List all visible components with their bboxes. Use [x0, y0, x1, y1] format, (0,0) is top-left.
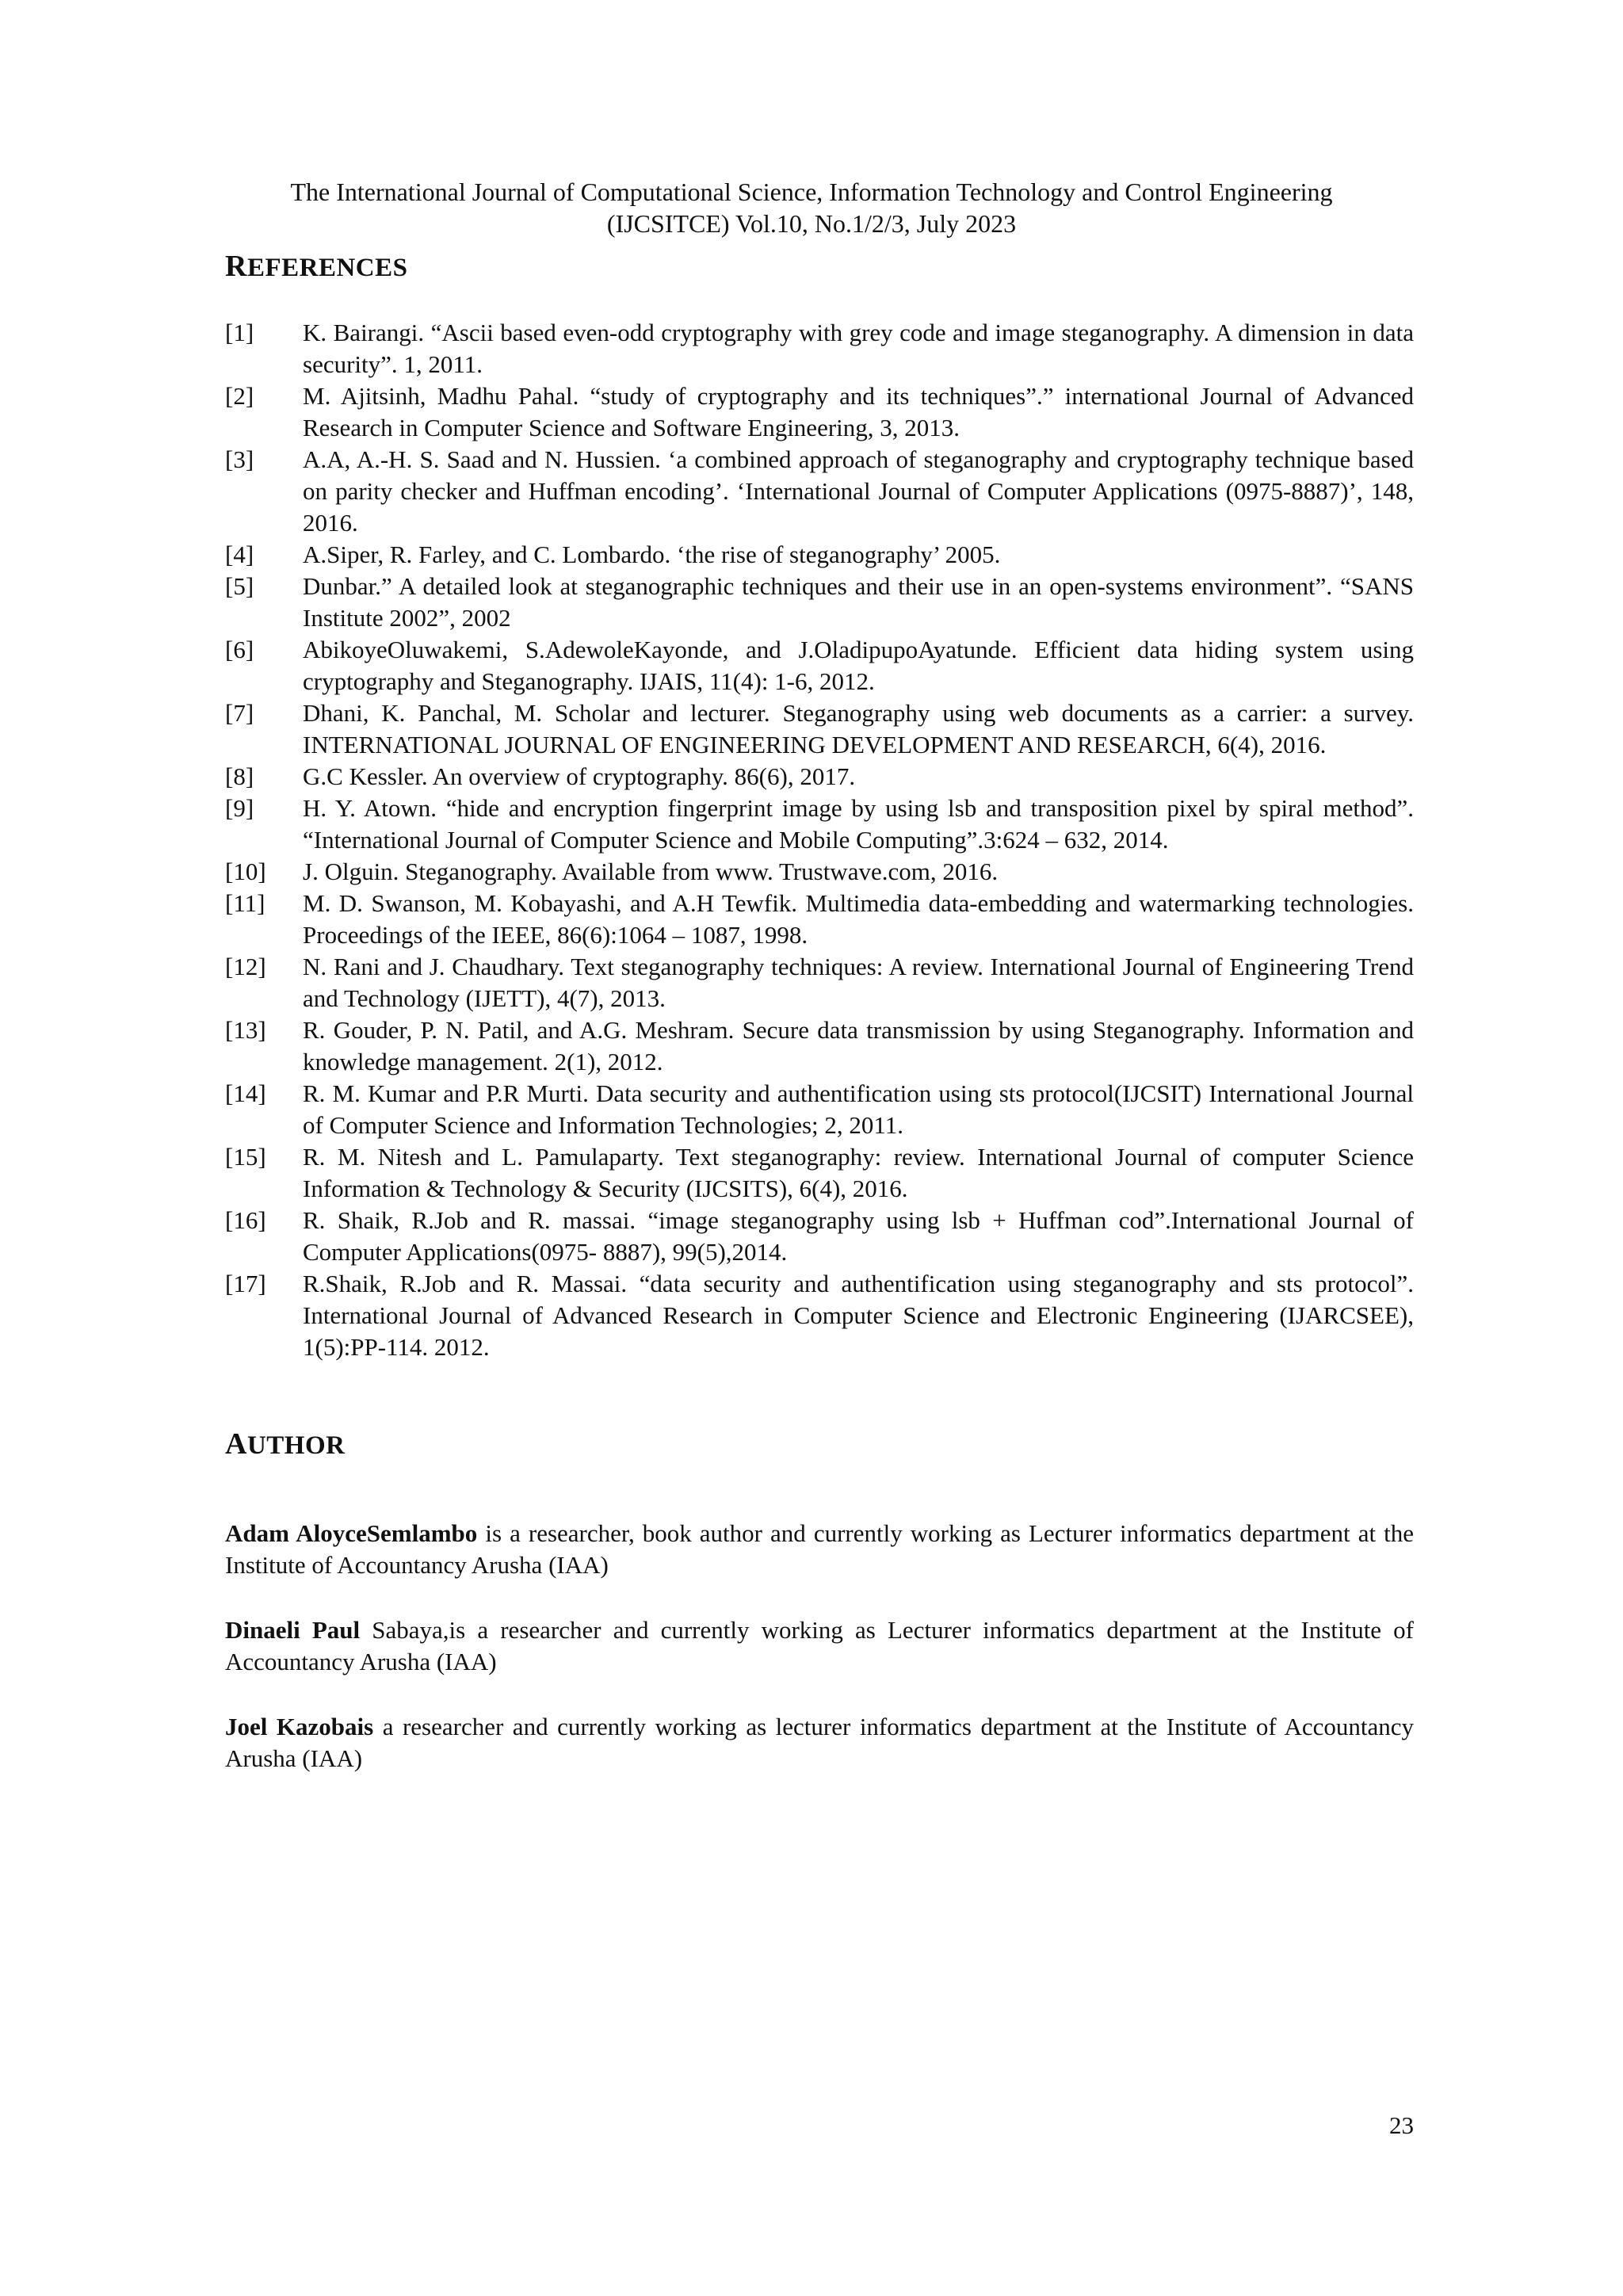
reference-item — [225, 317, 1414, 380]
reference-item — [225, 1268, 1414, 1363]
references-heading — [225, 249, 408, 284]
author-heading-initial: A — [225, 1427, 247, 1461]
reference-item — [225, 951, 1414, 1014]
reference-number: [3] — [225, 445, 254, 473]
reference-text: R. M. Kumar and P.R Murti. Data security and authentification using sts protocol(IJCSIT) International Journal of Computer Science and Information Technologies; 2, 2011. — [303, 1079, 1414, 1139]
reference-number: [13] — [225, 1016, 266, 1044]
author-heading-rest: UTHOR — [246, 1431, 346, 1460]
references-heading-rest: EFERENCES — [246, 254, 408, 282]
reference-number: [7] — [225, 699, 254, 727]
reference-number: [4] — [225, 541, 254, 568]
reference-number: [8] — [225, 762, 254, 790]
reference-number: [12] — [225, 953, 266, 980]
reference-text: N. Rani and J. Chaudhary. Text steganography techniques: A review. International Journal of Engineering Trend and Technology (IJETT), 4(7), 2013. — [303, 953, 1414, 1012]
reference-list — [225, 317, 1414, 1363]
reference-item — [225, 888, 1414, 951]
reference-text: H. Y. Atown. “hide and encryption fingerprint image by using lsb and transposition pixel by spiral method”. “International Journal of Computer Science and Mobile Computing”.3:624 – 632, 2014. — [303, 794, 1414, 854]
author-description: a researcher and currently working as lecturer informatics department at the Institute of Accountancy Arusha (IAA) — [225, 1713, 1414, 1772]
author-heading — [225, 1427, 345, 1461]
reference-item — [225, 380, 1414, 444]
reference-text: K. Bairangi. “Ascii based even-odd cryptography with grey code and image steganography. A dimension in data security”. 1, 2011. — [303, 319, 1414, 378]
reference-number: [1] — [225, 319, 254, 346]
reference-text: G.C Kessler. An overview of cryptography. 86(6), 2017. — [303, 762, 856, 790]
references-heading-initial: R — [225, 250, 247, 283]
reference-number: [9] — [225, 794, 254, 822]
reference-number: [10] — [225, 858, 266, 885]
author-name: Dinaeli Paul — [225, 1616, 361, 1644]
reference-item — [225, 539, 1414, 571]
author-description: is a researcher, book author and currently working as Lecturer informatics department at the Institute of Accountancy Arusha (IAA) — [225, 1519, 1414, 1579]
author-name: Adam AloyceSemlambo — [225, 1519, 478, 1547]
reference-item — [225, 856, 1414, 888]
reference-text: A.A, A.-H. S. Saad and N. Hussien. ‘a combined approach of steganography and cryptography technique based on parity checker and Huffman encoding’. ‘International Journal of Computer Applications (0975-8887)’, 148, 2016. — [303, 445, 1414, 537]
author-bio — [225, 1614, 1414, 1678]
reference-item — [225, 634, 1414, 697]
reference-number: [5] — [225, 572, 254, 600]
reference-item — [225, 1205, 1414, 1268]
reference-number: [17] — [225, 1270, 266, 1297]
reference-text: AbikoyeOluwakemi, S.AdewoleKayonde, and J.OladipupoAyatunde. Efficient data hiding system using cryptography and Steganography. IJAIS, 11(4): 1-6, 2012. — [303, 636, 1414, 695]
reference-text: J. Olguin. Steganography. Available from www. Trustwave.com, 2016. — [303, 858, 999, 885]
reference-text: A.Siper, R. Farley, and C. Lombardo. ‘the rise of steganography’ 2005. — [303, 541, 1001, 568]
reference-text: R. Gouder, P. N. Patil, and A.G. Meshram. Secure data transmission by using Steganography. Information and knowledge management. 2(1), 2012. — [303, 1016, 1414, 1075]
reference-number: [2] — [225, 382, 254, 410]
reference-text: M. Ajitsinh, Madhu Pahal. “study of cryptography and its techniques”.” international Journal of Advanced Research in Computer Science and Software Engineering, 3, 2013. — [303, 382, 1414, 441]
reference-item — [225, 1141, 1414, 1205]
reference-text: R.Shaik, R.Job and R. Massai. “data security and authentification using steganography and sts protocol”. International Journal of Advanced Research in Computer Science and Electronic Engineering (IJARCSEE), 1(5):PP-114. 2012. — [303, 1270, 1414, 1361]
author-bio — [225, 1518, 1414, 1581]
reference-text: R. Shaik, R.Job and R. massai. “image steganography using lsb + Huffman cod”.International Journal of Computer Applications(0975- 8887), 99(5),2014. — [303, 1206, 1414, 1266]
reference-item — [225, 761, 1414, 793]
author-bio — [225, 1711, 1414, 1775]
reference-number: [16] — [225, 1206, 266, 1234]
reference-item — [225, 793, 1414, 856]
reference-item — [225, 571, 1414, 634]
reference-text: Dhani, K. Panchal, M. Scholar and lecturer. Steganography using web documents as a carrier: a survey. INTERNATIONAL JOURNAL OF ENGINEERING DEVELOPMENT AND RESEARCH, 6(4), 2016. — [303, 699, 1414, 758]
reference-number: [14] — [225, 1079, 266, 1107]
reference-number: [15] — [225, 1143, 266, 1171]
reference-number: [11] — [225, 889, 265, 917]
reference-text: R. M. Nitesh and L. Pamulaparty. Text steganography: review. International Journal of computer Science Information & Technology & Security (IJCSITS), 6(4), 2016. — [303, 1143, 1414, 1202]
reference-item — [225, 697, 1414, 761]
page-number: 23 — [1389, 2111, 1414, 2139]
reference-item — [225, 1078, 1414, 1141]
reference-text: M. D. Swanson, M. Kobayashi, and A.H Tewfik. Multimedia data-embedding and watermarking technologies. Proceedings of the IEEE, 86(6):1064 – 1087, 1998. — [303, 889, 1414, 949]
reference-text: Dunbar.” A detailed look at steganographic techniques and their use in an open-systems environment”. “SANS Institute 2002”, 2002 — [303, 572, 1414, 632]
reference-item — [225, 1014, 1414, 1078]
reference-number: [6] — [225, 636, 254, 663]
author-name: Joel Kazobais — [225, 1713, 374, 1740]
journal-title-line: The International Journal of Computational Science, Information Technology and Control Engineering — [290, 178, 1333, 206]
running-header — [198, 176, 1425, 239]
author-description: Sabaya,is a researcher and currently working as Lecturer informatics department at the Institute of Accountancy Arusha (IAA) — [225, 1616, 1415, 1675]
journal-issue-line: (IJCSITCE) Vol.10, No.1/2/3, July 2023 — [606, 209, 1017, 238]
reference-item — [225, 444, 1414, 539]
